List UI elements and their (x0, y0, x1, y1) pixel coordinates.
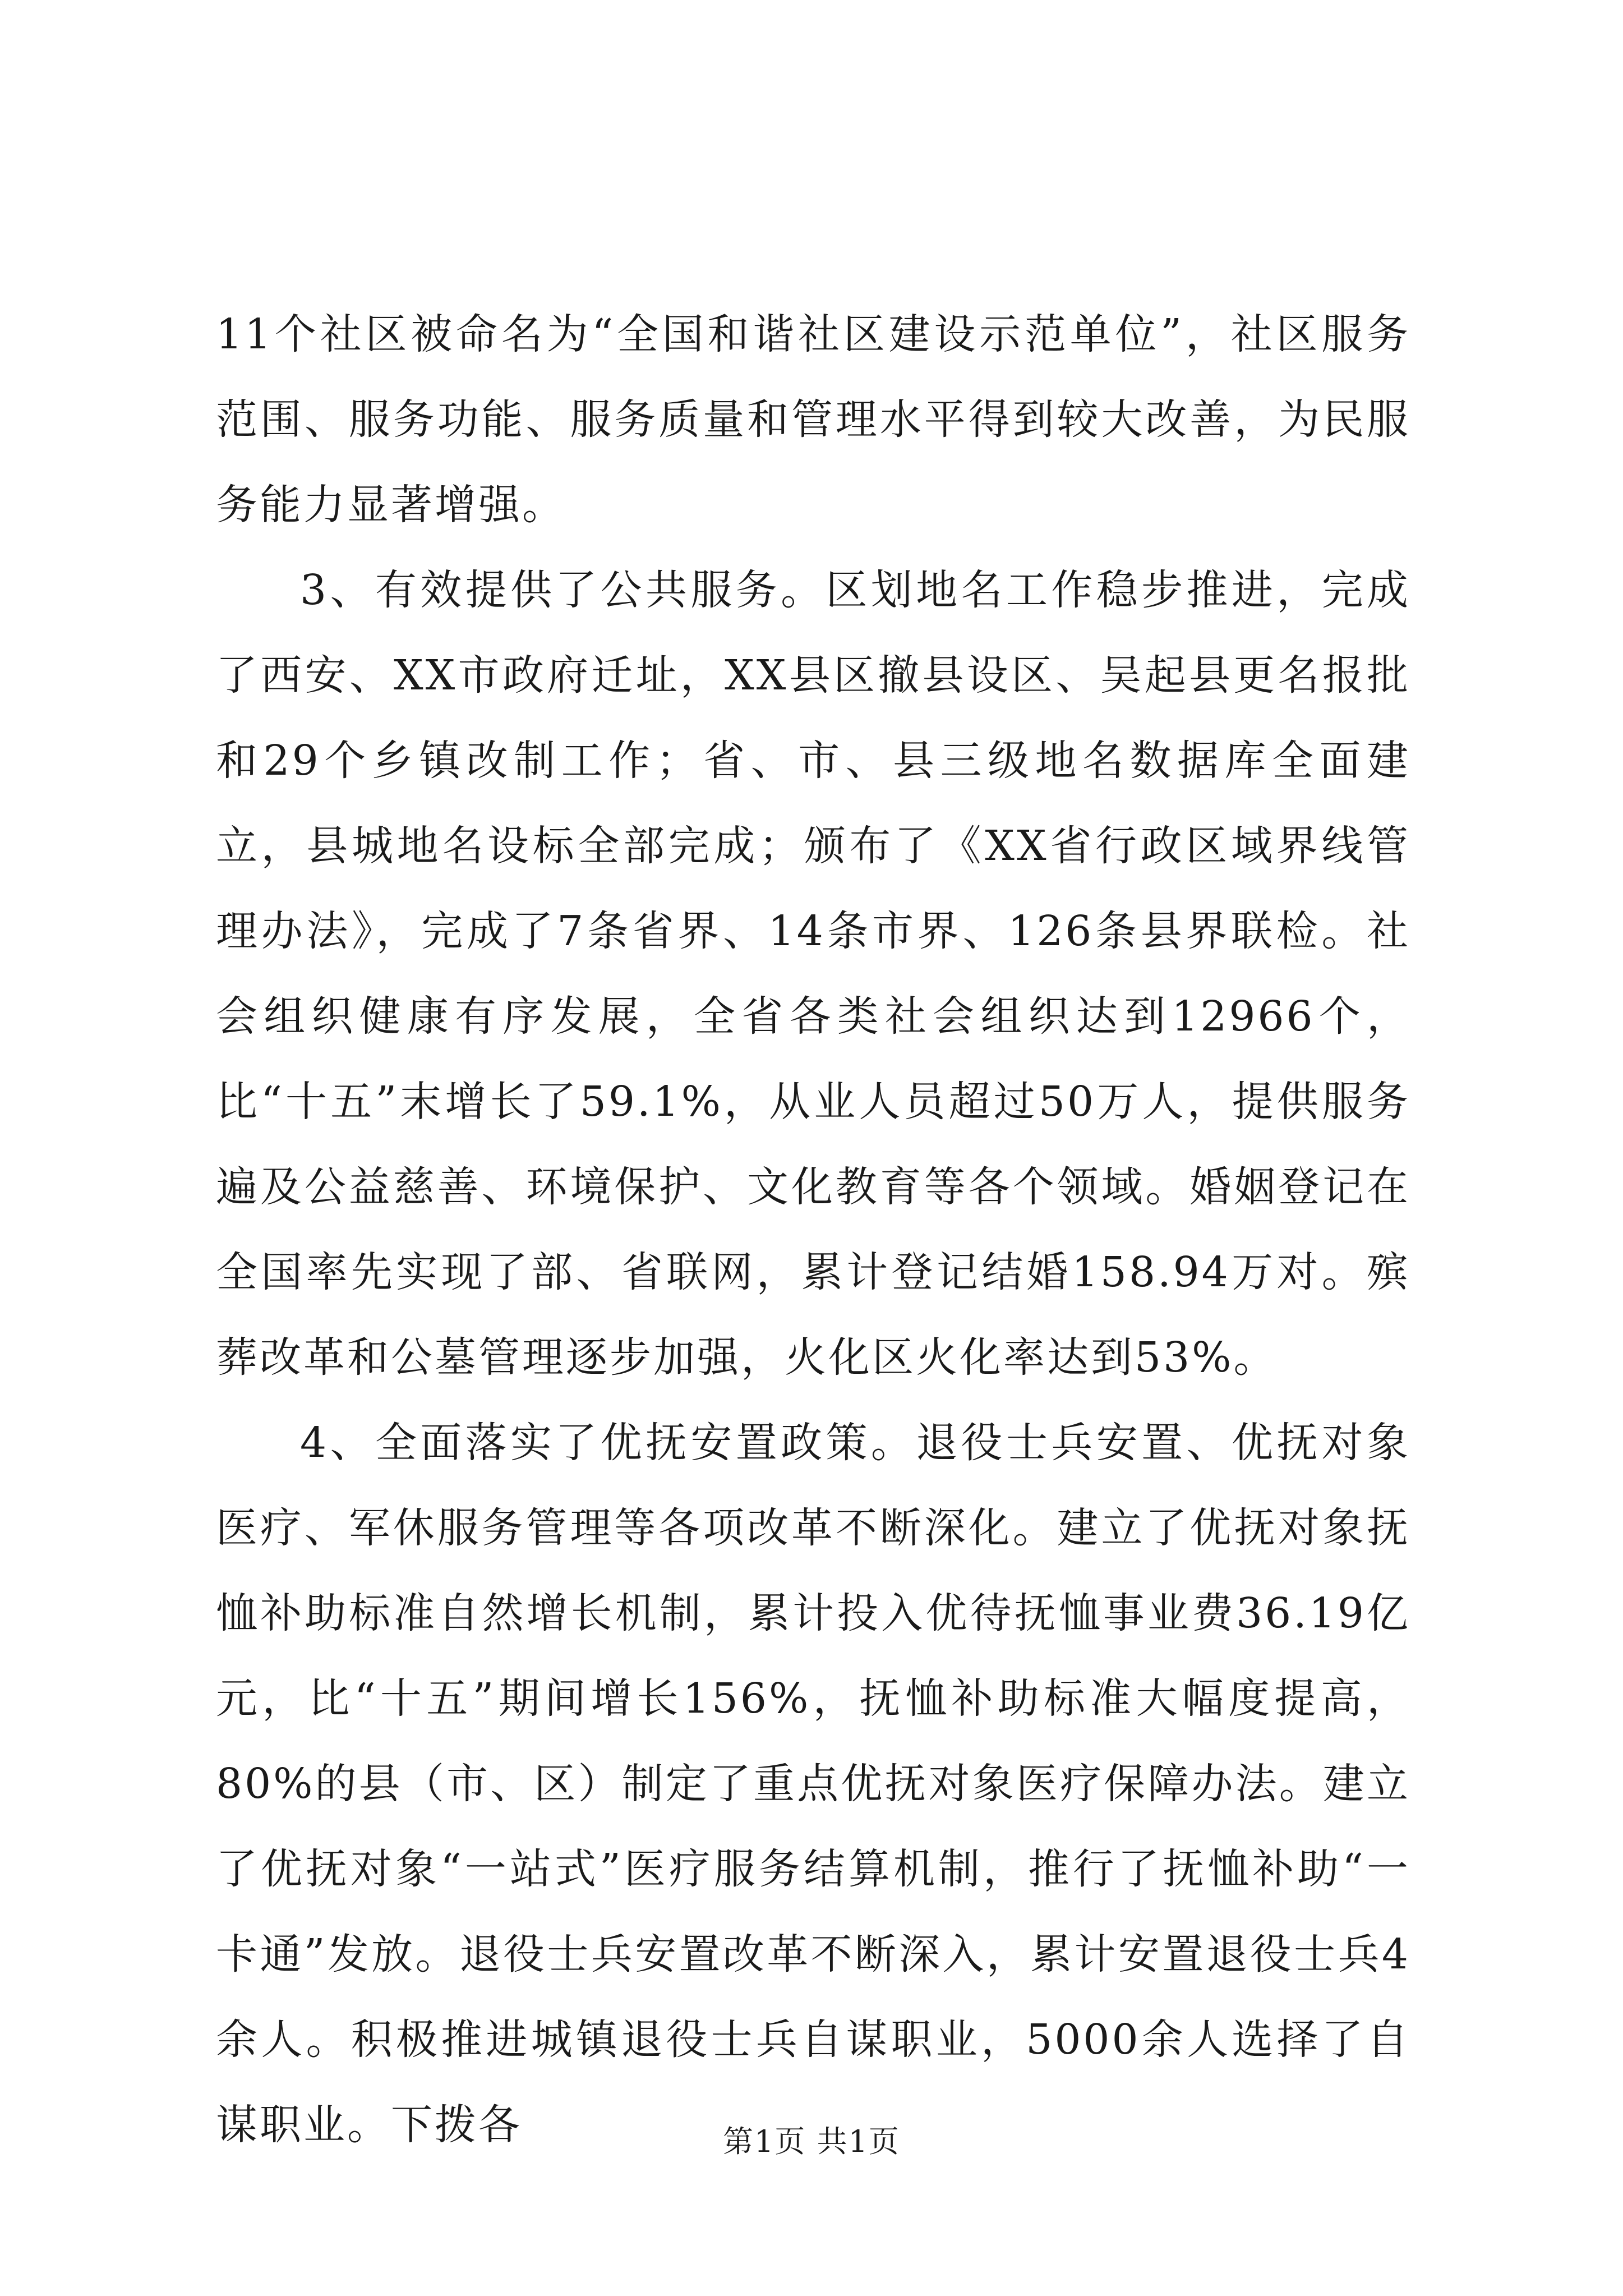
document-body (216, 292, 1410, 2168)
paragraph-community: 11个社区被命名为“全国和谐社区建设示范单位”，社区服务范围、服务功能、服务质量和管理水平得到较大改善，为民服务能力显著增强。 (216, 310, 1410, 529)
page-footer: 第1页 共1页 (723, 2124, 900, 2159)
paragraph-veterans-policy: 4、全面落实了优抚安置政策。退役士兵安置、优抚对象医疗、军休服务管理等各项改革不断深化。建立了优抚对象抚恤补助标准自然增长机制，累计投入优待抚恤事业费36.19亿元，比“十五”期间增长156%，抚恤补助标准大幅度提高，80%的县（市、区）制定了重点优抚对象医疗保障办法。建立了优抚对象“一站式”医疗服务结算机制，推行了抚恤补助“一卡通”发放。退役士兵安置改革不断深入，累计安置退役士兵4余人。积极推进城镇退役士兵自谋职业，5000余人选择了自谋职业。下拨各 (216, 1419, 1410, 2149)
paragraph-public-services: 3、有效提供了公共服务。区划地名工作稳步推进，完成了西安、XX市政府迁址，XX县区撤县设区、吴起县更名报批和29个乡镇改制工作；省、市、县三级地名数据库全面建立，县城地名设标全部完成；颁布了《XX省行政区域界线管理办法》，完成了7条省界、14条市界、126条县界联检。社会组织健康有序发展，全省各类社会组织达到12966个，比“十五”末增长了59.1%，从业人员超过50万人，提供服务遍及公益慈善、环境保护、文化教育等各个领域。婚姻登记在全国率先实现了部、省联网，累计登记结婚158.94万对。殡葬改革和公墓管理逐步加强，火化区火化率达到53%。 (216, 566, 1410, 1382)
